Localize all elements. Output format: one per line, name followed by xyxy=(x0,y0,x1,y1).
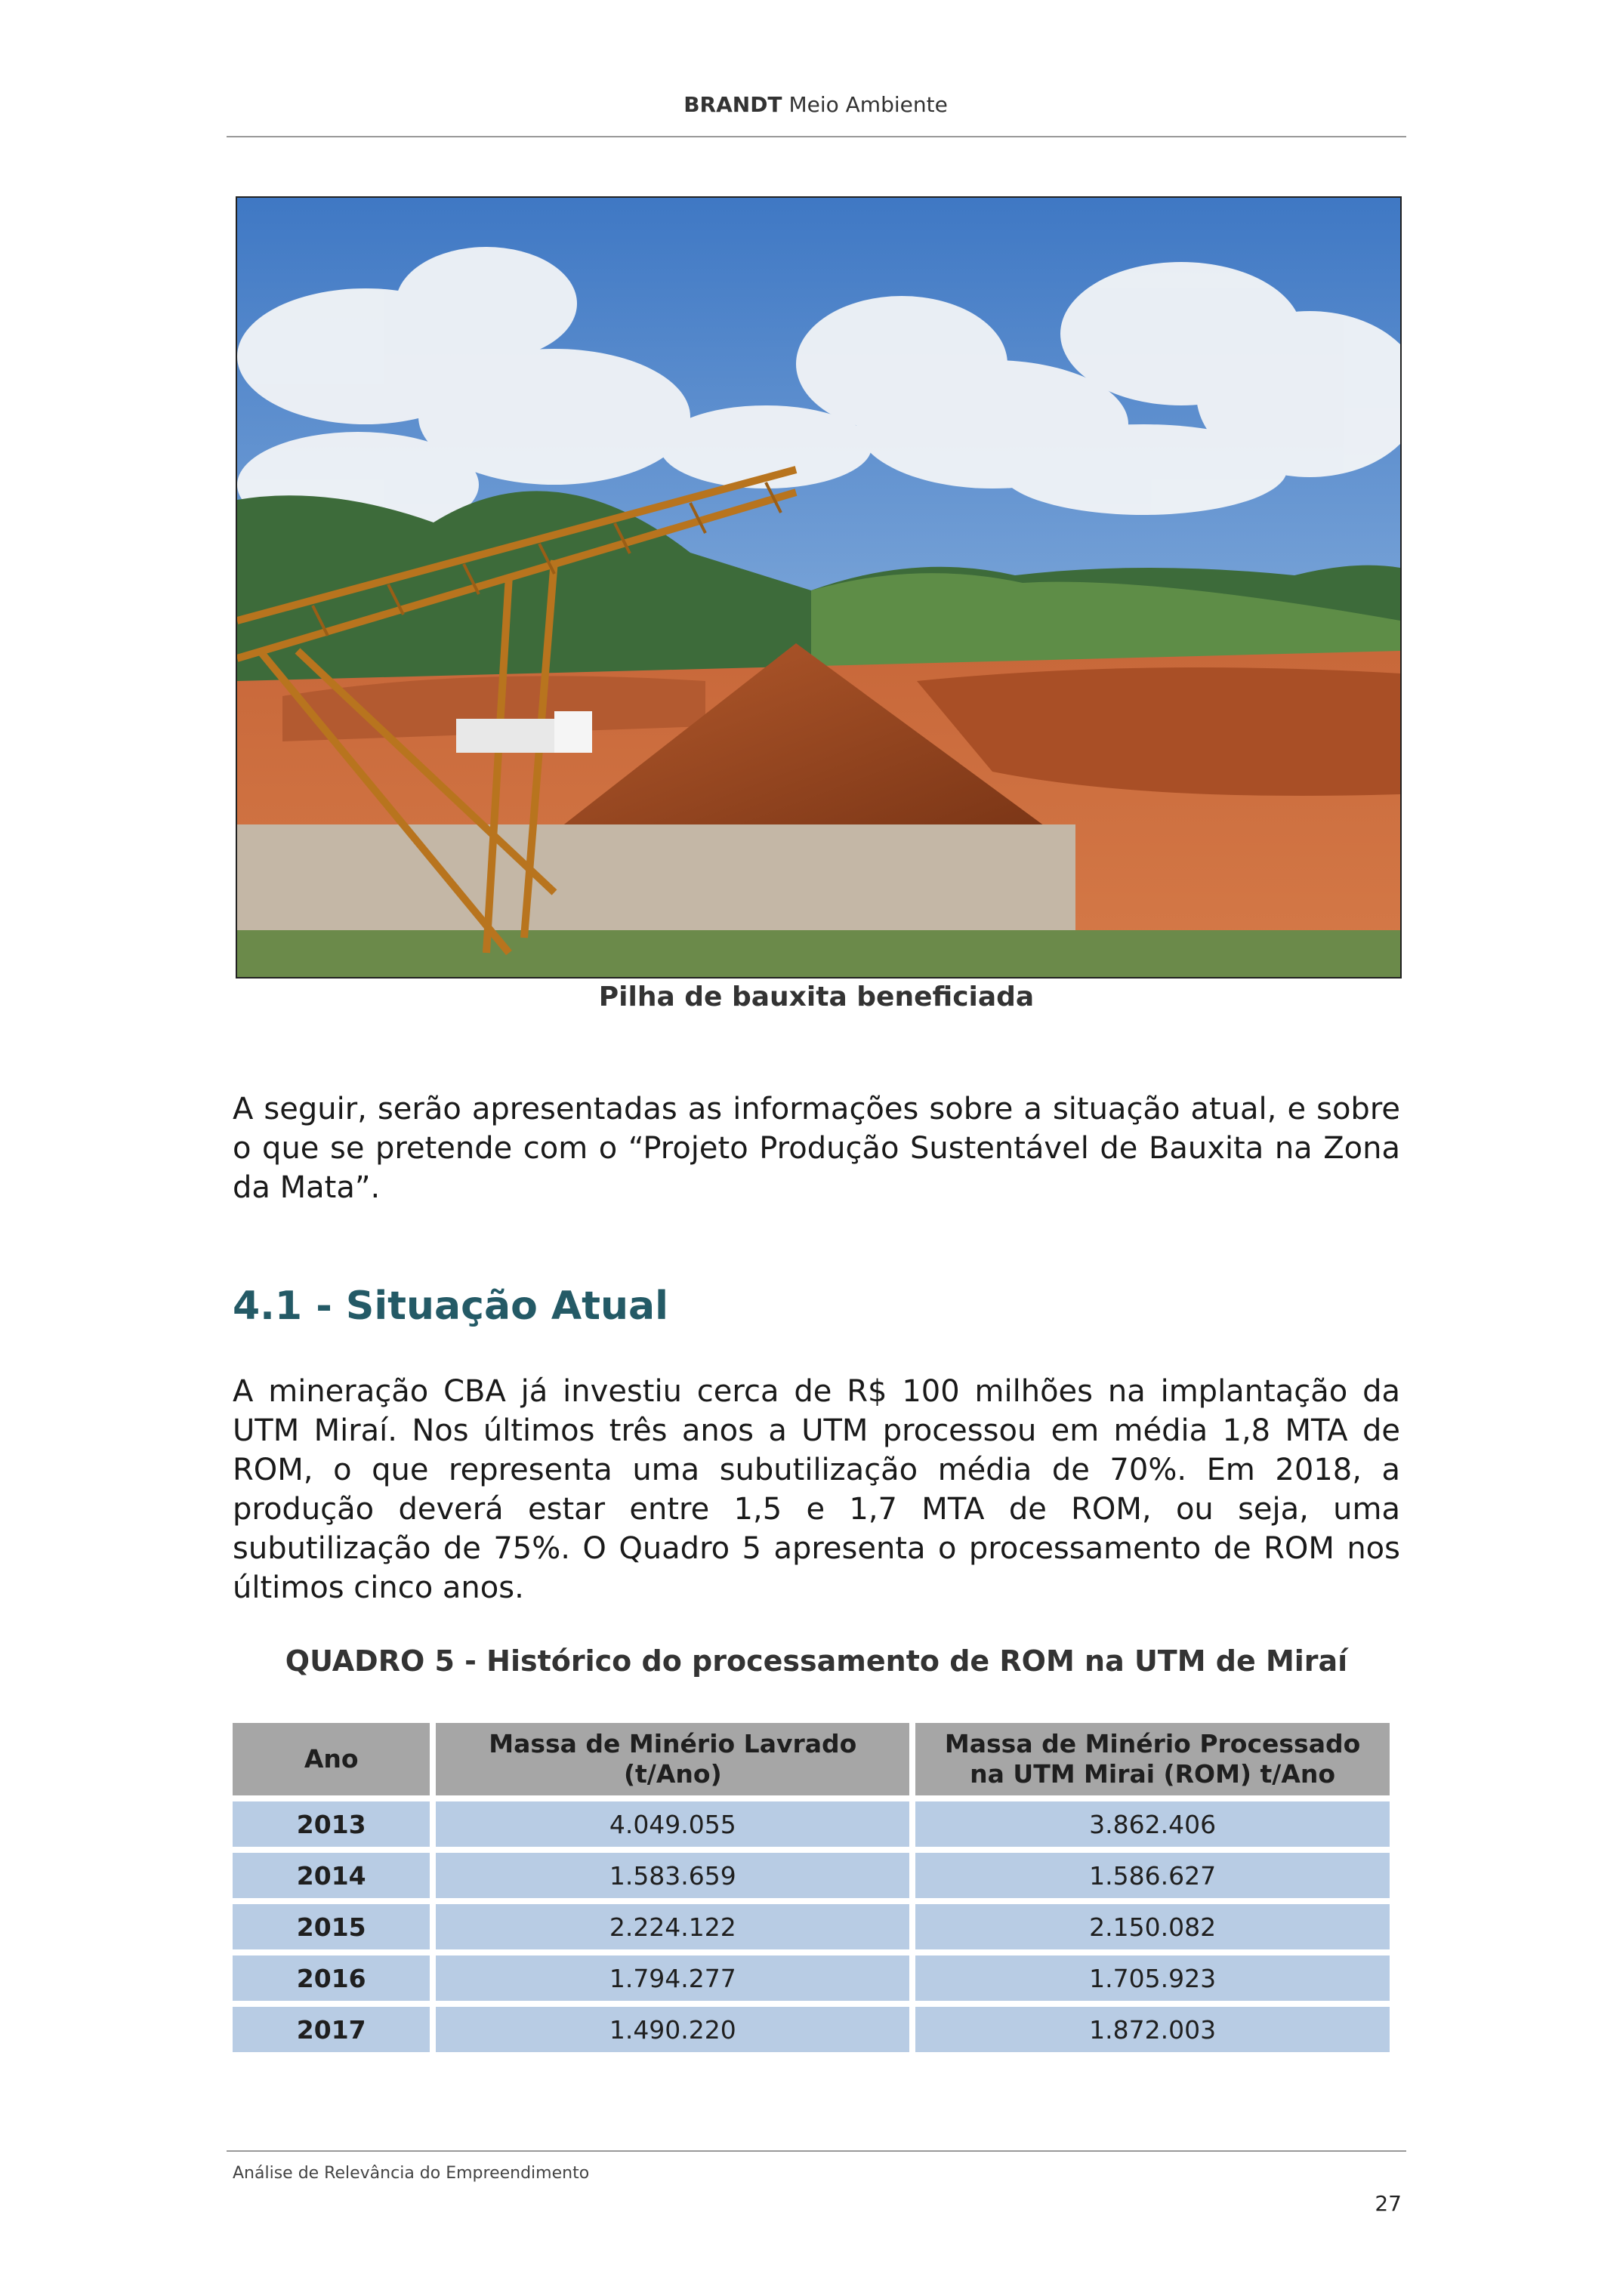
section-paragraph: A mineração CBA já investiu cerca de R$ 100 milhões na implantação da UTM Miraí. Nos últimos três anos a UTM processou em média 1,8 MTA de ROM, o que representa uma subutilização média de 70%. Em 2018, a produção deverá estar entre 1,5 e 1,7 MTA de ROM, ou seja, uma subutilização de 75%. O Quadro 5 apresenta o processamento de ROM nos últimos cinco anos. xyxy=(233,1374,1400,1605)
header-subtitle: Meio Ambiente xyxy=(788,92,948,117)
table-row xyxy=(233,1853,1390,1898)
cell-processed: 1.705.923 xyxy=(915,1955,1390,2001)
cell-year: 2015 xyxy=(233,1904,430,1949)
cell-processed: 2.150.082 xyxy=(915,1904,1390,1949)
cell-year: 2016 xyxy=(233,1955,430,2001)
table-row xyxy=(233,1904,1390,1949)
cell-processed: 1.872.003 xyxy=(915,2007,1390,2052)
page-header xyxy=(227,92,1405,117)
header-processed-mass: Massa de Minério Processado na UTM Mirai (ROM) t/Ano xyxy=(915,1723,1390,1795)
rom-history-table xyxy=(227,1717,1396,2058)
cell-processed: 1.586.627 xyxy=(915,1853,1390,1898)
cell-mined: 2.224.122 xyxy=(436,1904,909,1949)
cell-mined: 1.794.277 xyxy=(436,1955,909,2001)
cell-year: 2013 xyxy=(233,1801,430,1847)
cell-year: 2014 xyxy=(233,1853,430,1898)
table-title: QUADRO 5 - Histórico do processamento de ROM na UTM de Miraí xyxy=(285,1644,1348,1678)
table-row xyxy=(233,1955,1390,2001)
cell-mined: 1.490.220 xyxy=(436,2007,909,2052)
cell-mined: 1.583.659 xyxy=(436,1853,909,1898)
page-number: 27 xyxy=(1375,2191,1402,2216)
section-title: 4.1 - Situação Atual xyxy=(233,1284,668,1329)
table-row xyxy=(233,1801,1390,1847)
header-mined-mass: Massa de Minério Lavrado (t/Ano) xyxy=(436,1723,909,1795)
footer-text: Análise de Relevância do Empreendimento xyxy=(233,2164,590,2183)
cell-mined: 4.049.055 xyxy=(436,1801,909,1847)
header-divider xyxy=(227,136,1406,137)
cell-year: 2017 xyxy=(233,2007,430,2052)
footer-divider xyxy=(227,2150,1406,2152)
photo-caption: Pilha de bauxita beneficiada xyxy=(598,982,1035,1012)
header-year: Ano xyxy=(233,1723,430,1795)
cell-processed: 3.862.406 xyxy=(915,1801,1390,1847)
intro-paragraph: A seguir, serão apresentadas as informações sobre a situação atual, e sobre o que se pretende com o “Projeto Produção Sustentável de Bauxita na Zona da Mata”. xyxy=(233,1092,1400,1205)
bauxite-stockpile-photo xyxy=(236,196,1402,978)
table-row xyxy=(233,2007,1390,2052)
header-brand: BRANDT xyxy=(683,92,782,117)
table-header-row xyxy=(233,1723,1390,1795)
